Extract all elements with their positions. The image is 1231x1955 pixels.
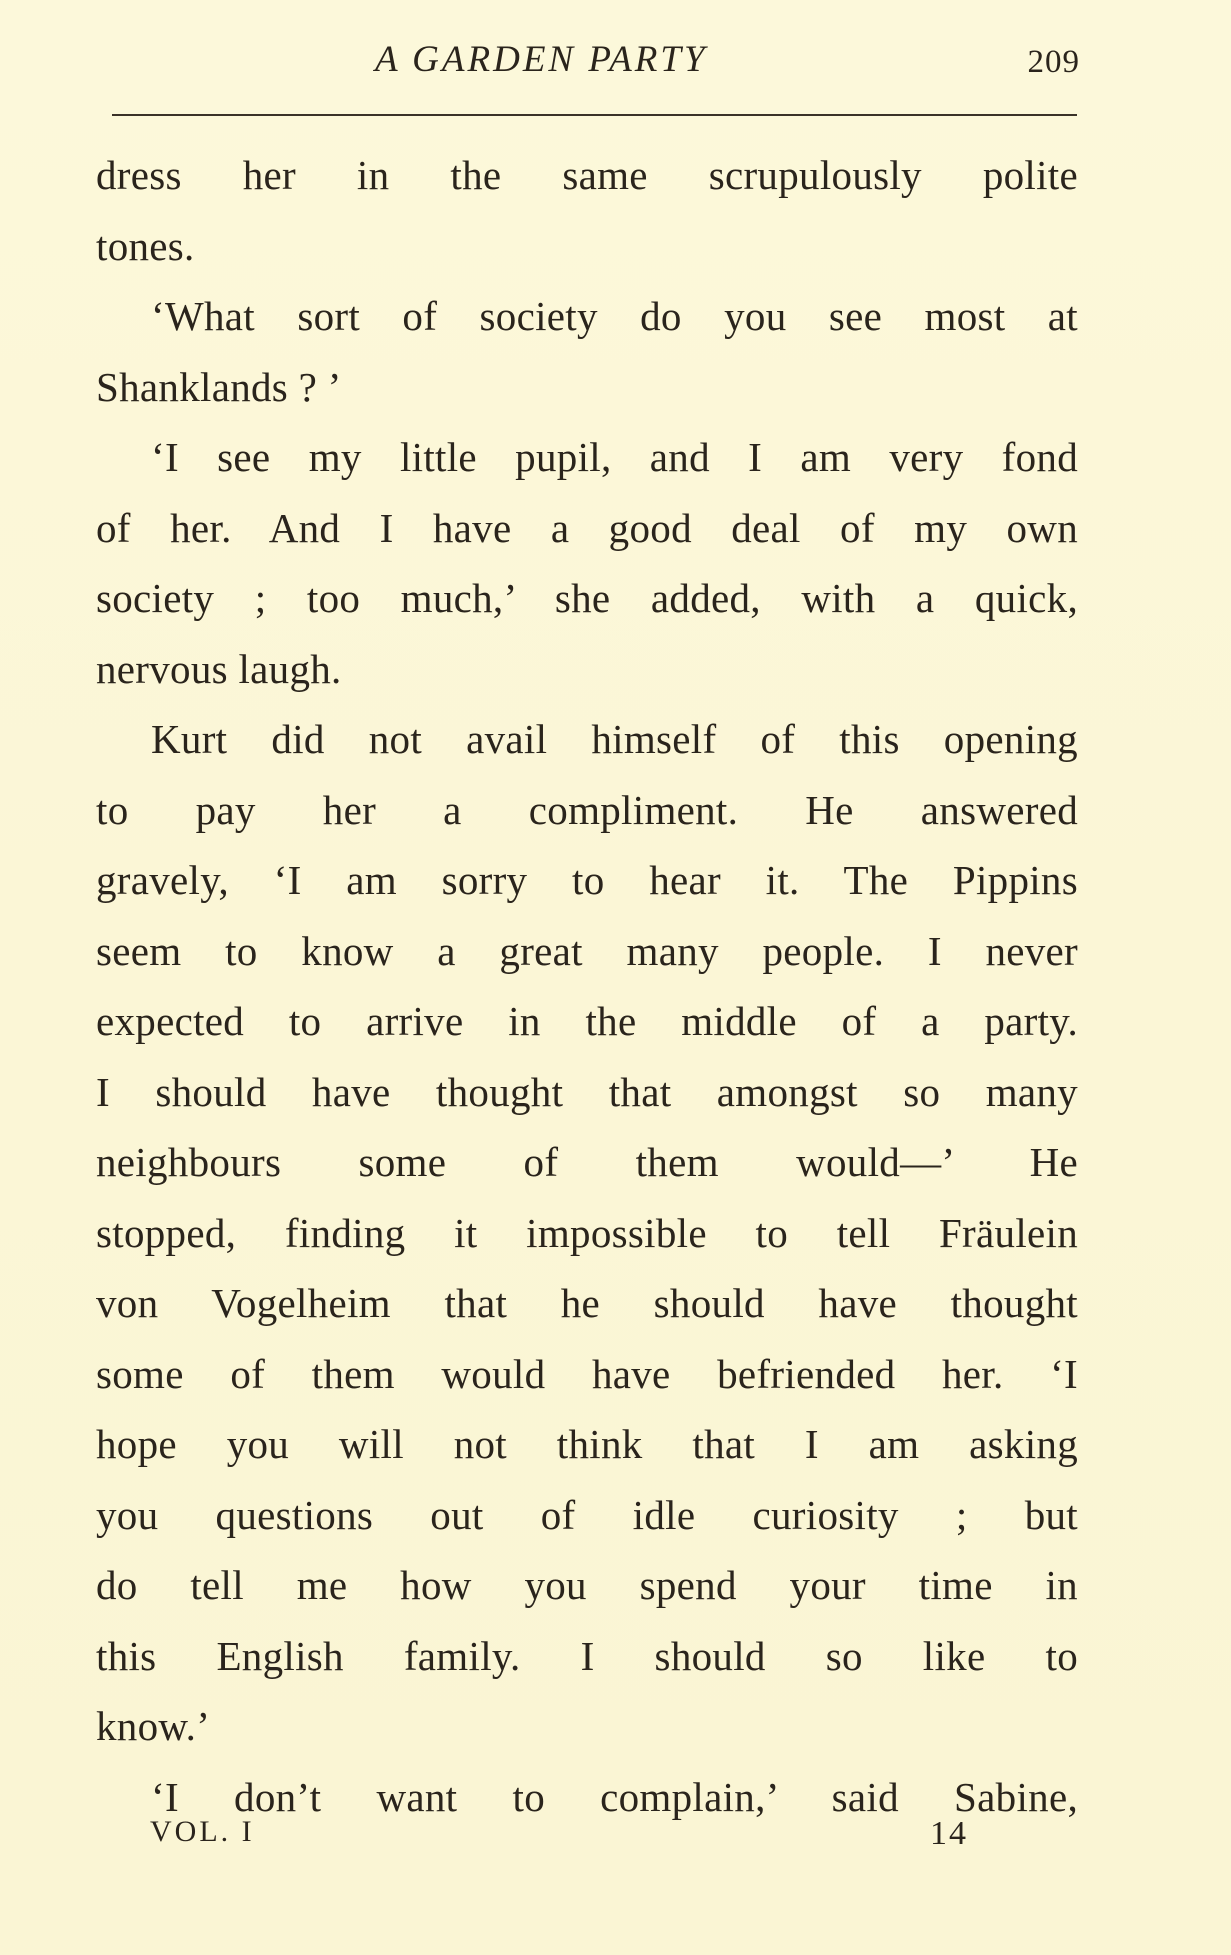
sheet-signature-number: 14: [930, 1815, 968, 1852]
text-line: neighbours some of them would—’ He: [96, 1139, 1078, 1185]
text-line: expected to arrive in the middle of a party.: [96, 998, 1078, 1044]
text-line: gravely, ‘I am sorry to hear it. The Pippins: [96, 857, 1078, 903]
text-line: you questions out of idle curiosity ; but: [96, 1491, 1078, 1538]
text-line: stopped, finding it impossible to tell Fräulein: [96, 1209, 1078, 1256]
text-line: of her. And I have a good deal of my own: [96, 504, 1078, 551]
text-line: dress her in the same scrupulously polite: [96, 152, 1078, 198]
text-line: I should have thought that amongst so many: [96, 1068, 1078, 1115]
text-line: Kurt did not avail himself of this opening: [151, 716, 1078, 762]
text-line: nervous laugh.: [96, 645, 342, 692]
text-line: know.’: [96, 1703, 211, 1749]
text-line: Shanklands ? ’: [96, 363, 342, 410]
body-text: [96, 140, 1078, 1832]
text-line: this English family. I should so like to: [96, 1632, 1078, 1679]
text-line: tones.: [96, 222, 195, 269]
page-footer: [150, 1815, 970, 1865]
page-number: 209: [1027, 44, 1080, 80]
volume-signature: VOL. I: [150, 1815, 255, 1848]
text-line: ‘I see my little pupil, and I am very fond: [151, 434, 1078, 480]
text-line: society ; too much,’ she added, with a quick,: [96, 575, 1078, 621]
header-rule: [112, 114, 1077, 116]
text-line: von Vogelheim that he should have thought: [96, 1280, 1078, 1326]
text-line: some of them would have befriended her. ‘I: [96, 1350, 1078, 1397]
text-line: ‘What sort of society do you see most at: [151, 293, 1078, 339]
running-head: [95, 38, 1080, 88]
text-line: do tell me how you spend your time in: [96, 1562, 1078, 1608]
text-line: hope you will not think that I am asking: [96, 1421, 1078, 1467]
text-line: to pay her a compliment. He answered: [96, 786, 1078, 833]
text-line: ‘I don’t want to complain,’ said Sabine,: [151, 1773, 1078, 1820]
text-line: seem to know a great many people. I never: [96, 927, 1078, 974]
running-head-title: A GARDEN PARTY: [375, 39, 708, 80]
